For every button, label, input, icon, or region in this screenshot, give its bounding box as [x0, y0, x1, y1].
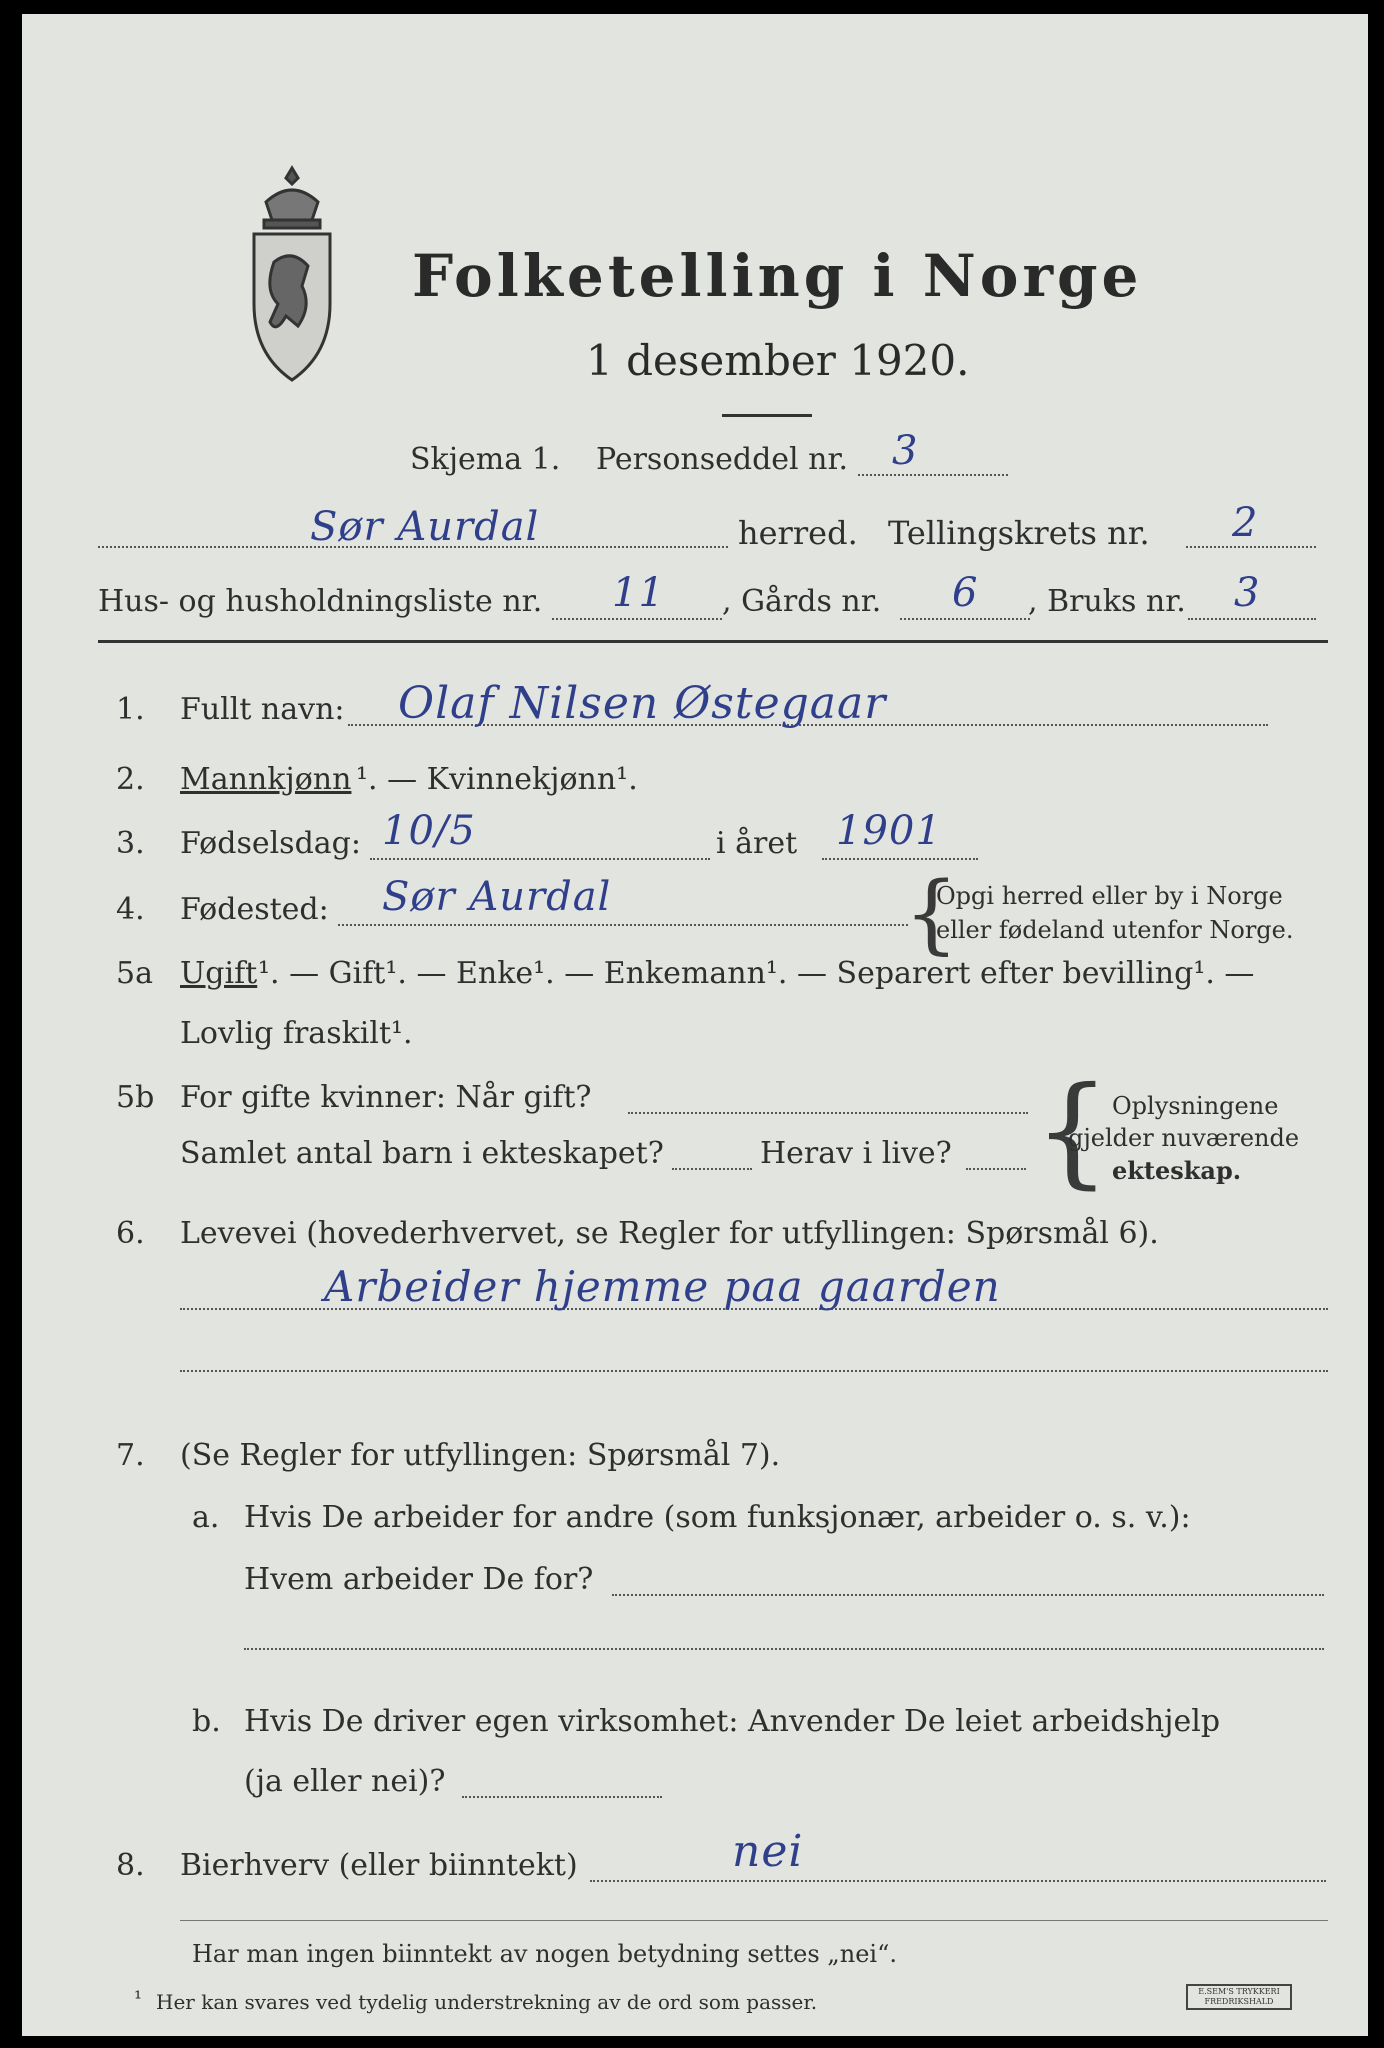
q5b-line1: For gifte kvinner: Når gift? — [180, 1080, 592, 1115]
personseddel-value[interactable]: 3 — [892, 428, 919, 474]
herred-label: herred. — [738, 514, 858, 552]
printer-stamp — [1186, 1984, 1292, 2010]
q7a-line1: Hvis De arbeider for andre (som funksjonær, arbeider o. s. v.): — [244, 1500, 1191, 1535]
sex-male-option[interactable]: Mannkjønn — [180, 762, 352, 797]
full-name-value[interactable]: Olaf Nilsen Østegaar — [398, 678, 887, 729]
q5b-note-line1: Oplysningene — [1112, 1092, 1279, 1120]
q7b-letter: b. — [192, 1704, 221, 1739]
marital-divorced-option: Lovlig fraskilt¹. — [180, 1016, 413, 1051]
q4-note-line2: eller fødeland utenfor Norge. — [936, 916, 1294, 944]
q3-year-label: i året — [716, 826, 798, 861]
occupation-value[interactable]: Arbeider hjemme paa gaarden — [324, 1262, 1001, 1311]
q7a-letter: a. — [192, 1500, 220, 1535]
sex-options-rest: ¹. — Kvinnekjønn¹. — [356, 762, 638, 797]
q5b-children-label: Samlet antal barn i ekteskapet? — [180, 1136, 664, 1171]
q5b-note-line2: gjelder nuværende — [1068, 1124, 1300, 1152]
q4-note-line1: Opgi herred eller by i Norge — [936, 882, 1283, 910]
q5b-number: 5b — [116, 1080, 155, 1115]
q4-number: 4. — [116, 892, 145, 927]
marital-options-rest: ¹. — Gift¹. — Enke¹. — Enkemann¹. — Separert efter bevilling¹. — — [258, 956, 1255, 991]
coat-of-arms-icon — [244, 162, 340, 392]
bruks-value[interactable]: 3 — [1234, 570, 1261, 616]
page-title: Folketelling i Norge — [412, 242, 1143, 310]
q7b-line1: Hvis De driver egen virksomhet: Anvender De leiet arbeidshjelp — [244, 1704, 1221, 1739]
q3-label: Fødselsdag: — [180, 826, 361, 861]
personseddel-label: Personseddel nr. — [596, 442, 849, 477]
q5a-number: 5a — [116, 956, 153, 991]
birthplace-value[interactable]: Sør Aurdal — [382, 874, 612, 920]
herred-value[interactable]: Sør Aurdal — [310, 504, 540, 550]
q5b-note-line3: ekteskap. — [1112, 1156, 1242, 1185]
q7a-line2: Hvem arbeider De for? — [244, 1562, 594, 1597]
q7-number: 7. — [116, 1438, 145, 1473]
footer-note: Har man ingen biinntekt av nogen betydning settes „nei“. — [192, 1940, 897, 1968]
marital-ugift-option[interactable]: Ugift — [180, 956, 258, 991]
hus-value[interactable]: 11 — [612, 570, 665, 616]
skjema-label: Skjema 1. — [410, 442, 561, 477]
title-divider — [722, 414, 812, 417]
q1-number: 1. — [116, 692, 145, 727]
stamp-line1: E.SEM'S TRYKKERI — [1198, 1987, 1280, 1996]
q8-number: 8. — [116, 1848, 145, 1883]
q6-label: Levevei (hovederhvervet, se Regler for utfyllingen: Spørsmål 6). — [180, 1216, 1159, 1251]
hus-label: Hus- og husholdningsliste nr. — [98, 584, 543, 619]
footnote: Her kan svares ved tydelig understrekning av de ord som passer. — [156, 1990, 818, 2014]
q7-label: (Se Regler for utfyllingen: Spørsmål 7). — [180, 1438, 781, 1473]
q5b-alive-label: Herav i live? — [760, 1136, 952, 1171]
tellingskrets-label: Tellingskrets nr. — [888, 514, 1150, 552]
q5b-brace: { — [1034, 1062, 1111, 1201]
side-income-value[interactable]: nei — [732, 1826, 804, 1877]
q7b-line2: (ja eller nei)? — [244, 1764, 446, 1799]
footnote-mark: ¹ — [134, 1986, 143, 2010]
census-date: 1 desember 1920. — [586, 336, 970, 385]
footer-divider — [180, 1920, 1328, 1921]
gards-label: , Gårds nr. — [722, 584, 882, 619]
q1-label: Fullt navn: — [180, 692, 345, 727]
gards-value[interactable]: 6 — [952, 570, 979, 616]
q2-number: 2. — [116, 762, 145, 797]
tellingskrets-value[interactable]: 2 — [1232, 500, 1259, 546]
birth-year-value[interactable]: 1901 — [836, 808, 942, 854]
q3-number: 3. — [116, 826, 145, 861]
q4-label: Fødested: — [180, 892, 329, 927]
q4-brace: { — [904, 864, 959, 964]
bruks-label: , Bruks nr. — [1028, 584, 1186, 619]
birthday-value[interactable]: 10/5 — [382, 808, 476, 854]
header-divider — [98, 640, 1328, 643]
q6-number: 6. — [116, 1216, 145, 1251]
stamp-line2: FREDRIKSHALD — [1204, 1997, 1274, 2006]
q8-label: Bierhverv (eller biinntekt) — [180, 1848, 578, 1883]
census-form-page — [22, 14, 1368, 2036]
